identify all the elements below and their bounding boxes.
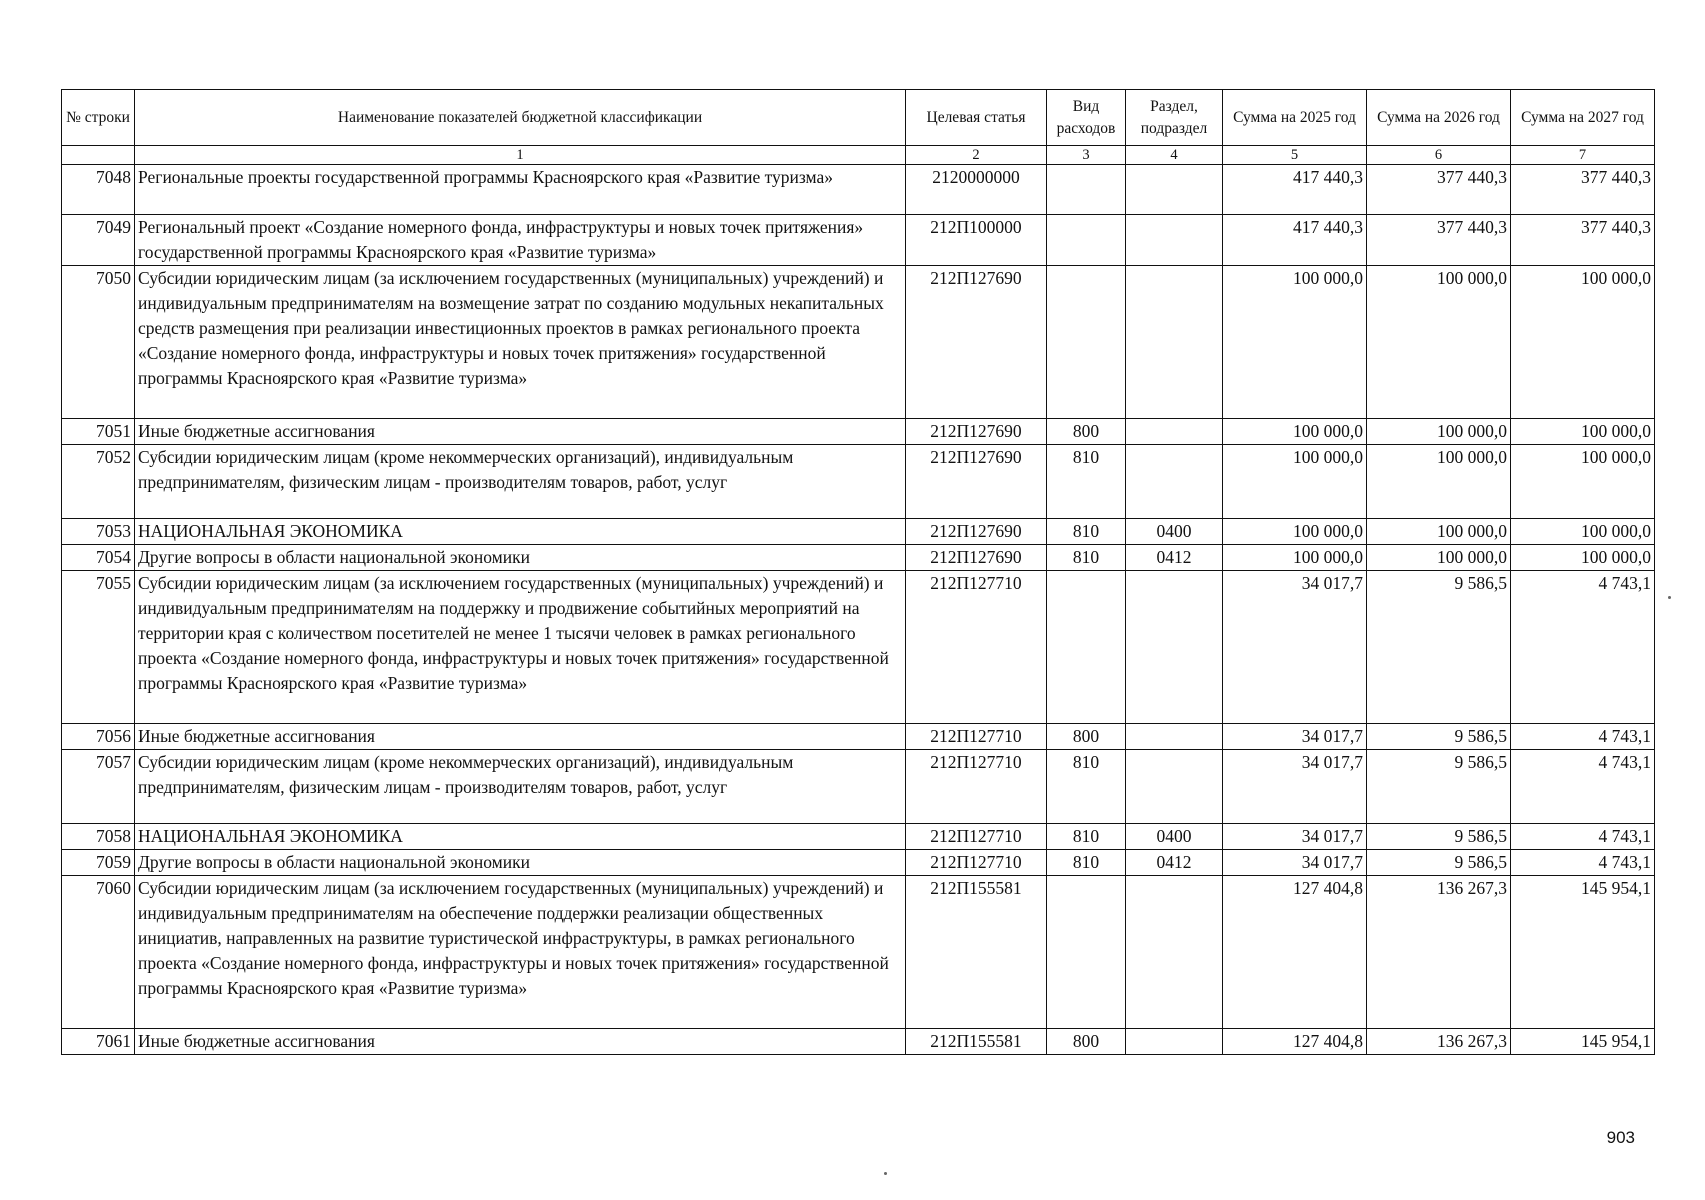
table-row	[62, 850, 1655, 876]
section-code: 0400	[1126, 824, 1223, 850]
table-row	[62, 876, 1655, 1029]
sum-2025: 100 000,0	[1223, 545, 1367, 571]
sum-2026: 100 000,0	[1367, 266, 1511, 419]
expense-type: 800	[1047, 419, 1126, 445]
expense-type	[1047, 215, 1126, 266]
target-article: 212П127690	[906, 419, 1047, 445]
row-number: 7060	[62, 876, 135, 1029]
header-indicator-name: Наименование показателей бюджетной классификации	[135, 90, 906, 146]
table-row	[62, 419, 1655, 445]
section-code	[1126, 876, 1223, 1029]
sum-2027: 100 000,0	[1511, 545, 1655, 571]
header-target-article: Целевая статья	[906, 90, 1047, 146]
column-number: 7	[1511, 146, 1655, 165]
section-code: 0412	[1126, 545, 1223, 571]
budget-table	[61, 89, 1655, 1055]
section-code	[1126, 165, 1223, 215]
row-number: 7059	[62, 850, 135, 876]
expense-type: 810	[1047, 824, 1126, 850]
section-code	[1126, 724, 1223, 750]
section-code	[1126, 1029, 1223, 1055]
row-number: 7048	[62, 165, 135, 215]
indicator-name: Региональные проекты государственной программы Красноярского края «Развитие туризма»	[135, 165, 906, 215]
row-number: 7054	[62, 545, 135, 571]
sum-2025: 100 000,0	[1223, 445, 1367, 519]
section-code	[1126, 266, 1223, 419]
row-number: 7058	[62, 824, 135, 850]
expense-type	[1047, 266, 1126, 419]
indicator-name: Субсидии юридическим лицам (за исключением государственных (муниципальных) учреждений) и индивидуальным предпринимателям на поддержку и продвижение событийных мероприятий на территории края с количеством посетителей не менее 1 тысячи человек в рамках регионального проекта «Создание номерного фонда, инфраструктуры и новых точек притяжения» государственной программы Красноярского края «Развитие туризма»	[135, 571, 906, 724]
sum-2026: 100 000,0	[1367, 419, 1511, 445]
indicator-name: Другие вопросы в области национальной экономики	[135, 545, 906, 571]
indicator-name: Региональный проект «Создание номерного фонда, инфраструктуры и новых точек притяжения» государственной программы Красноярского края «Развитие туризма»	[135, 215, 906, 266]
sum-2027: 145 954,1	[1511, 876, 1655, 1029]
expense-type	[1047, 165, 1126, 215]
expense-type: 810	[1047, 750, 1126, 824]
sum-2027: 4 743,1	[1511, 850, 1655, 876]
row-number: 7051	[62, 419, 135, 445]
expense-type: 810	[1047, 519, 1126, 545]
target-article: 212П127710	[906, 571, 1047, 724]
table-body	[62, 165, 1655, 1055]
column-number	[62, 146, 135, 165]
sum-2026: 9 586,5	[1367, 824, 1511, 850]
table-row	[62, 824, 1655, 850]
sum-2027: 377 440,3	[1511, 215, 1655, 266]
header-row	[62, 90, 1655, 146]
target-article: 212П127710	[906, 824, 1047, 850]
sum-2027: 100 000,0	[1511, 419, 1655, 445]
table-row	[62, 519, 1655, 545]
sum-2025: 127 404,8	[1223, 876, 1367, 1029]
expense-type	[1047, 876, 1126, 1029]
sum-2027: 4 743,1	[1511, 824, 1655, 850]
row-number: 7050	[62, 266, 135, 419]
section-code	[1126, 215, 1223, 266]
expense-type: 810	[1047, 850, 1126, 876]
target-article: 212П127690	[906, 445, 1047, 519]
header-sum-2025: Сумма на 2025 год	[1223, 90, 1367, 146]
expense-type: 800	[1047, 1029, 1126, 1055]
row-number: 7061	[62, 1029, 135, 1055]
section-code: 0400	[1126, 519, 1223, 545]
sum-2027: 4 743,1	[1511, 724, 1655, 750]
sum-2026: 136 267,3	[1367, 876, 1511, 1029]
target-article: 212П127690	[906, 519, 1047, 545]
indicator-name: НАЦИОНАЛЬНАЯ ЭКОНОМИКА	[135, 519, 906, 545]
target-article: 212П155581	[906, 876, 1047, 1029]
scan-speck	[884, 1172, 887, 1175]
header-sum-2026: Сумма на 2026 год	[1367, 90, 1511, 146]
sum-2025: 34 017,7	[1223, 724, 1367, 750]
target-article: 212П127710	[906, 750, 1047, 824]
sum-2027: 100 000,0	[1511, 445, 1655, 519]
row-number: 7049	[62, 215, 135, 266]
target-article: 212П155581	[906, 1029, 1047, 1055]
expense-type: 810	[1047, 545, 1126, 571]
row-number: 7057	[62, 750, 135, 824]
sum-2025: 34 017,7	[1223, 824, 1367, 850]
header-row-number: № строки	[62, 90, 135, 146]
sum-2025: 127 404,8	[1223, 1029, 1367, 1055]
table-row	[62, 165, 1655, 215]
sum-2027: 4 743,1	[1511, 750, 1655, 824]
sum-2026: 377 440,3	[1367, 165, 1511, 215]
page-number: 903	[1606, 1128, 1635, 1147]
table-row	[62, 750, 1655, 824]
section-code: 0412	[1126, 850, 1223, 876]
target-article: 212П127690	[906, 545, 1047, 571]
sum-2027: 377 440,3	[1511, 165, 1655, 215]
header-section: Раздел, подраздел	[1126, 90, 1223, 146]
indicator-name: Иные бюджетные ассигнования	[135, 419, 906, 445]
expense-type: 810	[1047, 445, 1126, 519]
target-article: 212П127690	[906, 266, 1047, 419]
column-number: 3	[1047, 146, 1126, 165]
target-article: 212П127710	[906, 850, 1047, 876]
sum-2025: 100 000,0	[1223, 519, 1367, 545]
indicator-name: Иные бюджетные ассигнования	[135, 1029, 906, 1055]
sum-2027: 100 000,0	[1511, 519, 1655, 545]
header-sum-2027: Сумма на 2027 год	[1511, 90, 1655, 146]
row-number: 7053	[62, 519, 135, 545]
column-number: 6	[1367, 146, 1511, 165]
table-row	[62, 1029, 1655, 1055]
table-row	[62, 215, 1655, 266]
sum-2026: 377 440,3	[1367, 215, 1511, 266]
expense-type	[1047, 571, 1126, 724]
sum-2027: 4 743,1	[1511, 571, 1655, 724]
table-row	[62, 545, 1655, 571]
sum-2025: 100 000,0	[1223, 419, 1367, 445]
table-row	[62, 571, 1655, 724]
sum-2025: 417 440,3	[1223, 215, 1367, 266]
table-row	[62, 266, 1655, 419]
sum-2025: 100 000,0	[1223, 266, 1367, 419]
header-expense-type: Вид расходов	[1047, 90, 1126, 146]
sum-2026: 9 586,5	[1367, 571, 1511, 724]
target-article: 212П127710	[906, 724, 1047, 750]
sum-2026: 100 000,0	[1367, 445, 1511, 519]
table-row	[62, 724, 1655, 750]
sum-2025: 34 017,7	[1223, 571, 1367, 724]
sum-2026: 9 586,5	[1367, 750, 1511, 824]
scan-speck	[1668, 596, 1671, 599]
indicator-name: Субсидии юридическим лицам (за исключением государственных (муниципальных) учреждений) и индивидуальным предпринимателям на возмещение затрат по созданию модульных некапитальных средств размещения при реализации инвестиционных проектов в рамках регионального проекта «Создание номерного фонда, инфраструктуры и новых точек притяжения» государственной программы Красноярского края «Развитие туризма»	[135, 266, 906, 419]
target-article: 212П100000	[906, 215, 1047, 266]
sum-2026: 9 586,5	[1367, 850, 1511, 876]
indicator-name: Субсидии юридическим лицам (за исключением государственных (муниципальных) учреждений) и индивидуальным предпринимателям на обеспечение поддержки реализации общественных инициатив, направленных на развитие туристической инфраструктуры, в рамках регионального проекта «Создание номерного фонда, инфраструктуры и новых точек притяжения» государственной программы Красноярского края «Развитие туризма»	[135, 876, 906, 1029]
sum-2025: 34 017,7	[1223, 850, 1367, 876]
column-number: 5	[1223, 146, 1367, 165]
indicator-name: Субсидии юридическим лицам (кроме некоммерческих организаций), индивидуальным предпринимателям, физическим лицам - производителям товаров, работ, услуг	[135, 445, 906, 519]
table-row	[62, 445, 1655, 519]
row-number: 7052	[62, 445, 135, 519]
sum-2026: 136 267,3	[1367, 1029, 1511, 1055]
sum-2025: 34 017,7	[1223, 750, 1367, 824]
sum-2027: 145 954,1	[1511, 1029, 1655, 1055]
row-number: 7056	[62, 724, 135, 750]
section-code	[1126, 571, 1223, 724]
sum-2027: 100 000,0	[1511, 266, 1655, 419]
expense-type: 800	[1047, 724, 1126, 750]
column-number: 1	[135, 146, 906, 165]
indicator-name: Иные бюджетные ассигнования	[135, 724, 906, 750]
section-code	[1126, 445, 1223, 519]
indicator-name: Другие вопросы в области национальной экономики	[135, 850, 906, 876]
column-number: 4	[1126, 146, 1223, 165]
section-code	[1126, 750, 1223, 824]
target-article: 2120000000	[906, 165, 1047, 215]
sum-2026: 100 000,0	[1367, 519, 1511, 545]
sum-2026: 100 000,0	[1367, 545, 1511, 571]
row-number: 7055	[62, 571, 135, 724]
indicator-name: Субсидии юридическим лицам (кроме некоммерческих организаций), индивидуальным предпринимателям, физическим лицам - производителям товаров, работ, услуг	[135, 750, 906, 824]
indicator-name: НАЦИОНАЛЬНАЯ ЭКОНОМИКА	[135, 824, 906, 850]
sum-2026: 9 586,5	[1367, 724, 1511, 750]
sum-2025: 417 440,3	[1223, 165, 1367, 215]
column-number-row	[62, 146, 1655, 165]
column-number: 2	[906, 146, 1047, 165]
section-code	[1126, 419, 1223, 445]
